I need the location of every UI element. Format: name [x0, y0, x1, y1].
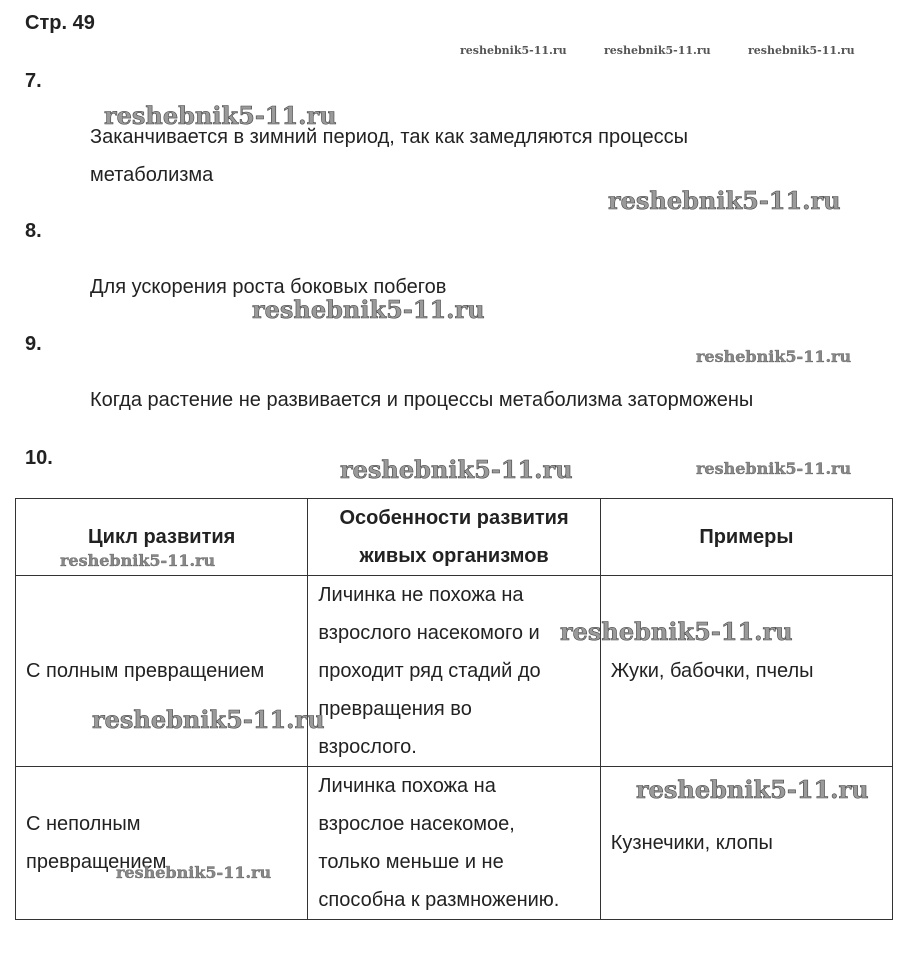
answer-9-line-1: Когда растение не развивается и процессы метаболизма заторможены — [90, 389, 754, 411]
watermark: reshebnik5-11.ru — [60, 551, 216, 570]
watermark: reshebnik5-11.ru — [636, 775, 869, 804]
header-features-line-1: Особенности развития — [339, 507, 569, 529]
answer-number-9: 9. — [25, 333, 42, 355]
watermark: reshebnik5-11.ru — [604, 44, 711, 57]
row-2-features — [308, 767, 600, 920]
row-2-features-line: способна к размножению. — [318, 889, 560, 911]
answer-number-10: 10. — [25, 447, 53, 469]
row-2-features-line: взрослое насекомое, — [318, 813, 515, 835]
watermark: reshebnik5-11.ru — [92, 705, 325, 734]
header-features-line-2: живых организмов — [359, 545, 549, 567]
watermark: reshebnik5-11.ru — [748, 44, 855, 57]
row-1-features-line: проходит ряд стадий до — [318, 660, 541, 682]
row-1-features-line: взрослого. — [318, 736, 417, 758]
watermark: reshebnik5-11.ru — [116, 863, 272, 882]
answer-number-7: 7. — [25, 70, 42, 92]
row-2-cycle-line: С неполным — [26, 813, 141, 835]
answer-number-8: 8. — [25, 220, 42, 242]
row-2-features-line: только меньше и не — [318, 851, 504, 873]
table-row — [16, 576, 893, 767]
watermark: reshebnik5-11.ru — [460, 44, 567, 57]
row-2-examples-text: Кузнечики, клопы — [610, 832, 773, 854]
row-2-cycle-line: превращением — [26, 851, 167, 873]
answer-8-line-1: Для ускорения роста боковых побегов — [90, 276, 447, 298]
row-1-examples-text: Жуки, бабочки, пчелы — [610, 660, 814, 682]
row-1-features-line: взрослого насекомого и — [318, 622, 540, 644]
row-1-features-line: Личинка не похожа на — [318, 584, 524, 606]
row-1-cycle-text: С полным превращением — [26, 660, 265, 682]
answer-7-line-2: метаболизма — [90, 164, 214, 186]
row-1-features-line: превращения во — [318, 698, 472, 720]
header-cycle-label: Цикл развития — [88, 526, 236, 548]
header-features — [308, 499, 600, 576]
answer-7-line-1: Заканчивается в зимний период, так как замедляются процессы — [90, 126, 688, 148]
row-1-cycle — [16, 576, 308, 767]
header-examples-label: Примеры — [699, 526, 794, 548]
watermark: reshebnik5-11.ru — [608, 186, 841, 215]
watermark: reshebnik5-11.ru — [560, 617, 793, 646]
row-1-features — [308, 576, 600, 767]
header-examples — [600, 499, 892, 576]
watermark: reshebnik5-11.ru — [696, 459, 852, 478]
watermark: reshebnik5-11.ru — [104, 101, 337, 130]
row-2-cycle — [16, 767, 308, 920]
watermark: reshebnik5-11.ru — [252, 295, 485, 324]
watermark: reshebnik5-11.ru — [340, 455, 573, 484]
row-1-examples — [600, 576, 892, 767]
watermark: reshebnik5-11.ru — [696, 347, 852, 366]
row-2-features-line: Личинка похожа на — [318, 775, 496, 797]
page-heading: Стр. 49 — [25, 12, 95, 34]
